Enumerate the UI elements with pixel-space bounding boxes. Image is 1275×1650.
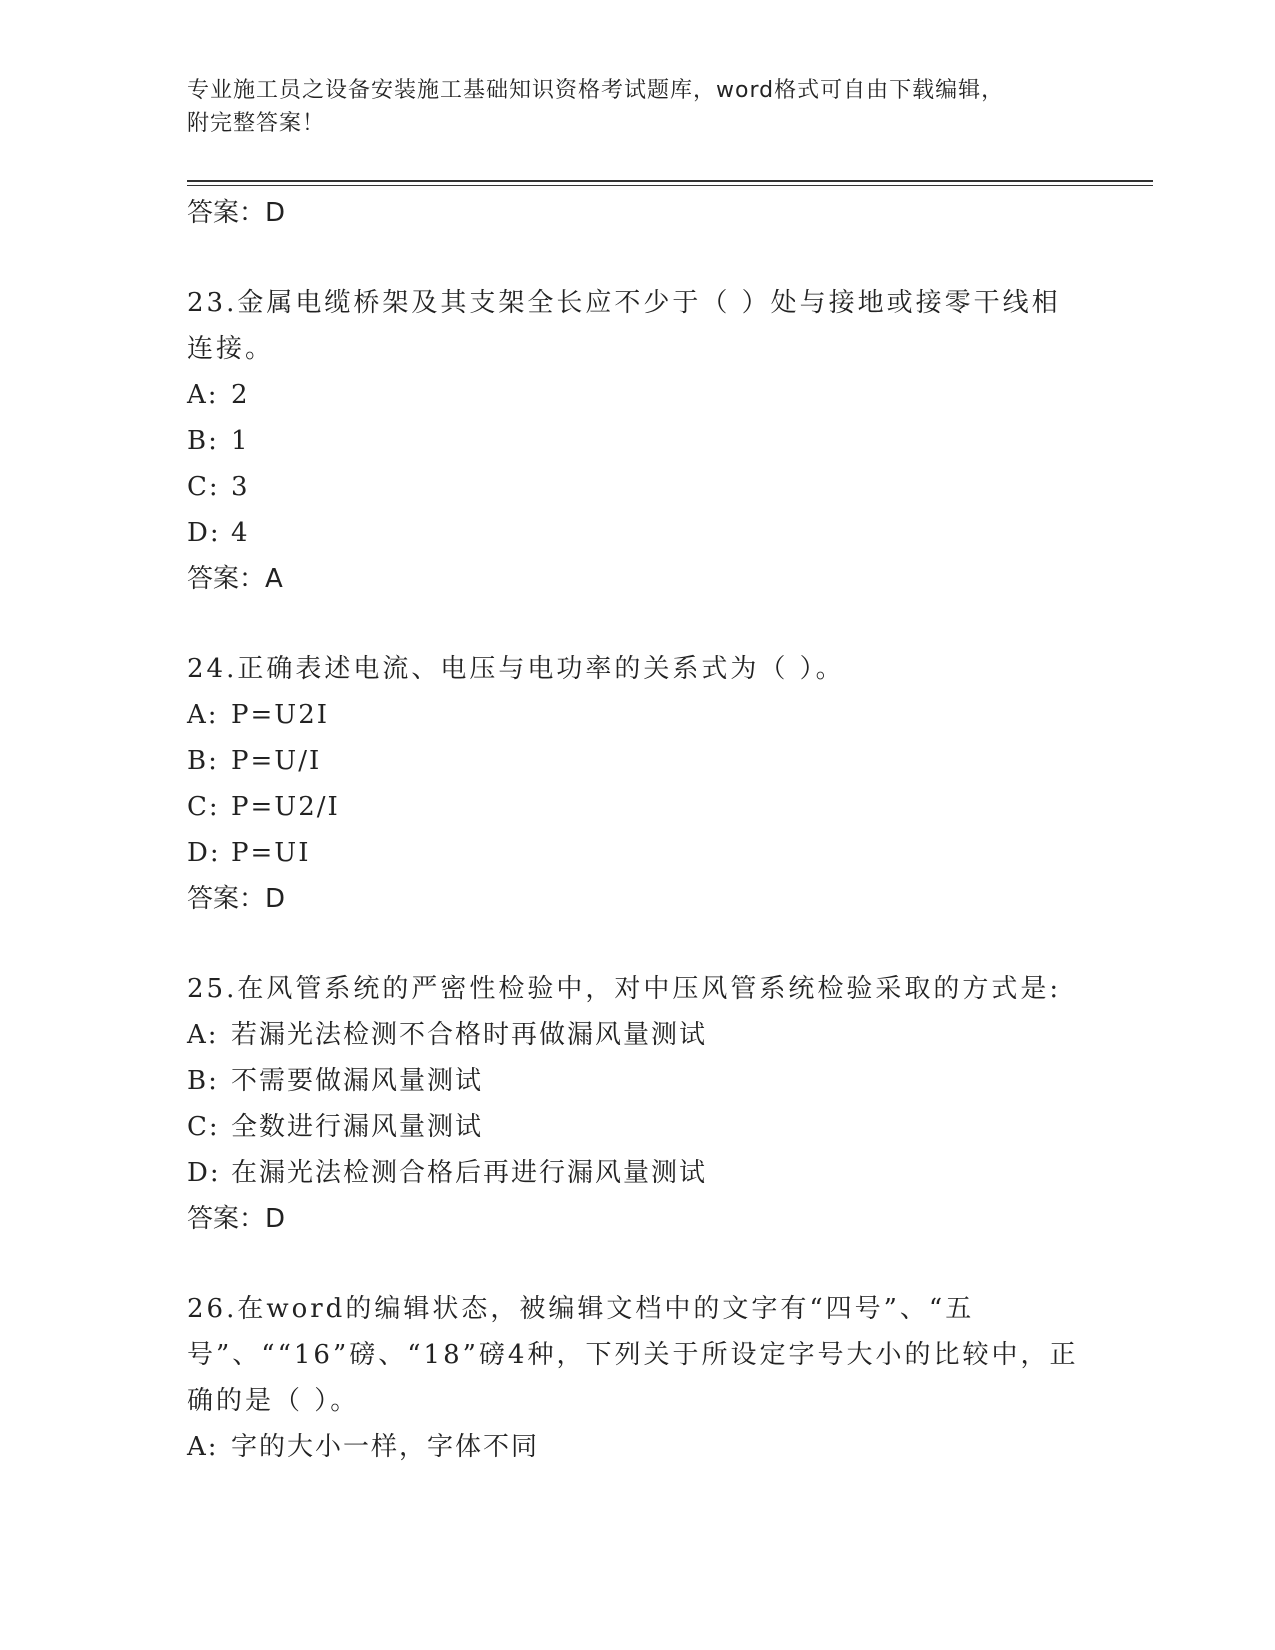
option-d: [187, 510, 1087, 556]
header-rule-thin: [187, 185, 1153, 186]
question-text: 23.金属电缆桥架及其支架全长应不少于（ ）处与接地或接零干线相连接。: [187, 288, 1061, 364]
answer: 答案：A: [187, 564, 283, 594]
option-c: [187, 464, 1087, 510]
option-a: [187, 1012, 1087, 1058]
option-text: P=UI: [231, 838, 311, 868]
option-letter: C:: [187, 472, 220, 502]
option-text: 3: [231, 472, 250, 502]
question-block: [187, 280, 1087, 602]
option-text: 2: [231, 380, 250, 410]
option-text: P=U/I: [231, 746, 322, 776]
document-header: [187, 74, 1087, 140]
option-text: 全数进行漏风量测试: [231, 1112, 484, 1142]
option-c: [187, 784, 1087, 830]
option-d: [187, 830, 1087, 876]
option-c: [187, 1104, 1087, 1150]
previous-answer: 答案：D: [187, 198, 286, 228]
option-letter: D:: [187, 1158, 221, 1188]
option-b: [187, 738, 1087, 784]
header-line-1: 专业施工员之设备安装施工基础知识资格考试题库，word格式可自由下载编辑，: [187, 78, 1005, 103]
header-line-2: 附完整答案！: [187, 111, 326, 136]
option-letter: C:: [187, 1112, 220, 1142]
option-letter: A:: [187, 700, 219, 730]
option-text: 1: [231, 426, 250, 456]
question-block: [187, 1286, 1087, 1470]
option-text: 字的大小一样，字体不同: [231, 1432, 540, 1462]
question-list: [187, 190, 1087, 1470]
option-letter: A:: [187, 1432, 219, 1462]
option-letter: B:: [187, 746, 219, 776]
option-letter: A:: [187, 380, 219, 410]
option-text: 不需要做漏风量测试: [231, 1066, 484, 1096]
option-a: [187, 372, 1087, 418]
question-text: 26.在word的编辑状态，被编辑文档中的文字有“四号”、“五号”、““16”磅、“18”磅4种，下列关于所设定字号大小的比较中，正确的是（ ）。: [187, 1294, 1079, 1416]
option-text: 在漏光法检测合格后再进行漏风量测试: [231, 1158, 708, 1188]
answer: 答案：D: [187, 884, 286, 914]
option-a: [187, 692, 1087, 738]
header-rule-thick: [187, 180, 1153, 182]
answer: 答案：D: [187, 1204, 286, 1234]
question-block: [187, 646, 1087, 922]
option-text: P=U2I: [231, 700, 330, 730]
question-text: 25.在风管系统的严密性检验中，对中压风管系统检验采取的方式是:: [187, 974, 1062, 1004]
option-letter: D:: [187, 838, 221, 868]
option-text: 4: [231, 518, 250, 548]
option-letter: B:: [187, 426, 219, 456]
option-letter: A:: [187, 1020, 219, 1050]
option-a: [187, 1424, 1087, 1470]
option-letter: B:: [187, 1066, 219, 1096]
option-d: [187, 1150, 1087, 1196]
option-text: 若漏光法检测不合格时再做漏风量测试: [231, 1020, 708, 1050]
question-text: 24.正确表述电流、电压与电功率的关系式为（ ）。: [187, 654, 845, 684]
option-letter: D:: [187, 518, 221, 548]
question-block: [187, 966, 1087, 1242]
option-b: [187, 1058, 1087, 1104]
option-text: P=U2/I: [231, 792, 340, 822]
option-letter: C:: [187, 792, 220, 822]
option-b: [187, 418, 1087, 464]
